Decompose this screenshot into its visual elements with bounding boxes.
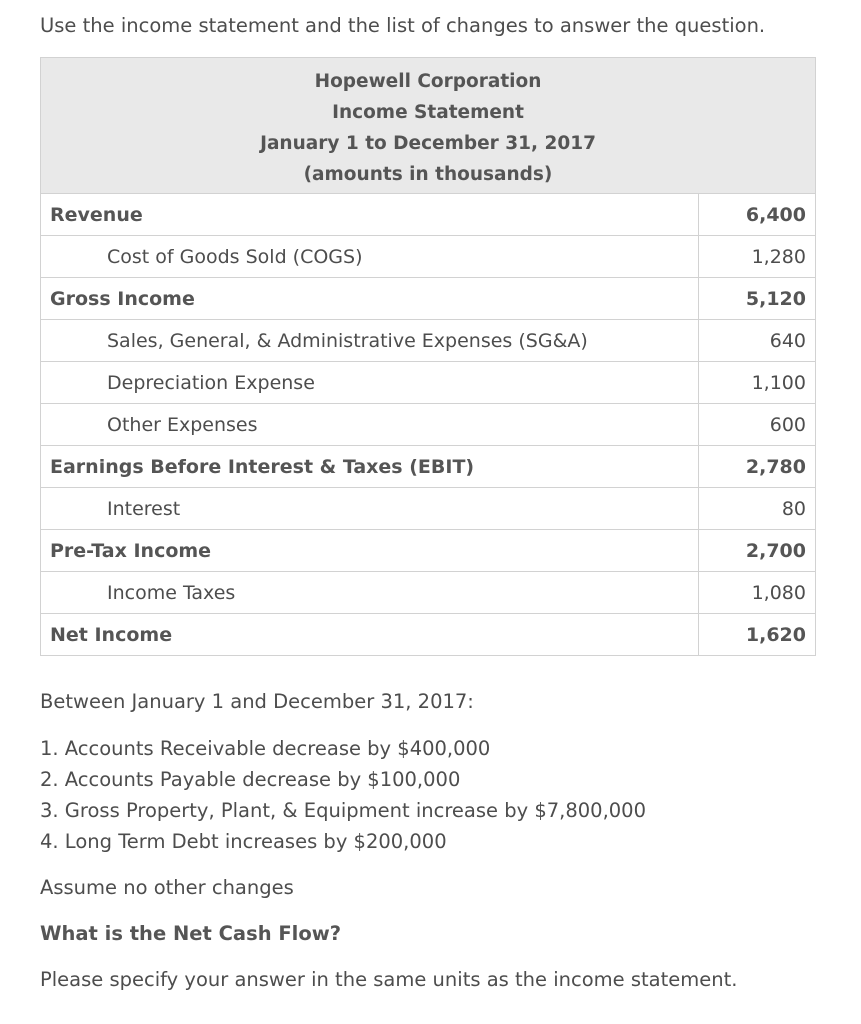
- row-value: 5,120: [699, 278, 816, 320]
- company-name: Hopewell Corporation: [314, 71, 542, 92]
- list-item: 3. Gross Property, Plant, & Equipment increase by $7,800,000: [40, 799, 646, 822]
- row-value: 2,780: [699, 446, 816, 488]
- statement-header: [41, 58, 816, 194]
- table-row-interest: [41, 488, 816, 530]
- table-row-other-expenses: [41, 404, 816, 446]
- table-row-net-income: [41, 614, 816, 656]
- income-statement-table: [40, 57, 816, 656]
- statement-period: January 1 to December 31, 2017: [260, 133, 596, 154]
- row-label: Cost of Goods Sold (COGS): [41, 236, 699, 278]
- row-value: 1,080: [699, 572, 816, 614]
- row-label: Gross Income: [41, 278, 699, 320]
- row-label: Pre-Tax Income: [41, 530, 699, 572]
- table-row-income-taxes: [41, 572, 816, 614]
- row-label: Revenue: [41, 194, 699, 236]
- row-label: Net Income: [41, 614, 699, 656]
- statement-header-row: [41, 58, 816, 194]
- statement-title: Income Statement: [332, 102, 524, 123]
- table-row-ebit: [41, 446, 816, 488]
- row-label: Interest: [41, 488, 699, 530]
- row-label: Sales, General, & Administrative Expenses (SG&A): [41, 320, 699, 362]
- list-item: 4. Long Term Debt increases by $200,000: [40, 830, 447, 853]
- row-label: Income Taxes: [41, 572, 699, 614]
- row-value: 6,400: [699, 194, 816, 236]
- table-row-pretax-income: [41, 530, 816, 572]
- table-row-cogs: [41, 236, 816, 278]
- intro-text: Use the income statement and the list of changes to answer the question.: [40, 14, 766, 37]
- row-label: Other Expenses: [41, 404, 699, 446]
- table-row-gross-income: [41, 278, 816, 320]
- row-value: 600: [699, 404, 816, 446]
- table-row-sga: [41, 320, 816, 362]
- table-row-depreciation: [41, 362, 816, 404]
- list-item: 2. Accounts Payable decrease by $100,000: [40, 768, 461, 791]
- list-item: 1. Accounts Receivable decrease by $400,000: [40, 737, 491, 760]
- row-value: 1,100: [699, 362, 816, 404]
- row-value: 1,280: [699, 236, 816, 278]
- changes-list: [40, 733, 646, 857]
- statement-units: (amounts in thousands): [303, 164, 553, 185]
- row-value: 2,700: [699, 530, 816, 572]
- changes-lead: Between January 1 and December 31, 2017:: [40, 690, 474, 713]
- instruction-text: Please specify your answer in the same units as the income statement.: [40, 968, 738, 991]
- row-value: 640: [699, 320, 816, 362]
- row-value: 80: [699, 488, 816, 530]
- table-row-revenue: [41, 194, 816, 236]
- changes-section: [40, 687, 646, 857]
- row-value: 1,620: [699, 614, 816, 656]
- assumption-text: Assume no other changes: [40, 876, 294, 899]
- question-text: What is the Net Cash Flow?: [40, 922, 342, 945]
- row-label: Depreciation Expense: [41, 362, 699, 404]
- row-label: Earnings Before Interest & Taxes (EBIT): [41, 446, 699, 488]
